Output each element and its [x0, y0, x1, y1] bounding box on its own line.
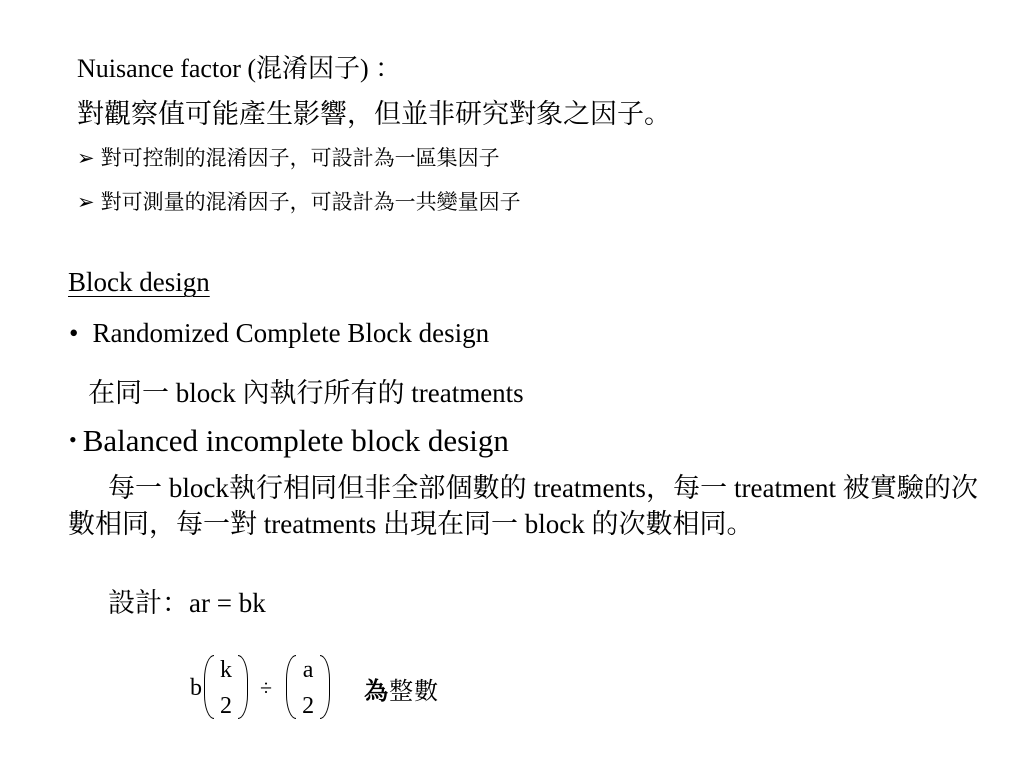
- integer-note-rest: 整數: [389, 678, 440, 705]
- bullet-text: 對可測量的混淆因子，可設計為一共變量因子: [100, 190, 521, 214]
- nuisance-factor-definition: 對觀察值可能產生影響，但並非研究對象之因子。: [77, 99, 671, 129]
- bibd-label: Balanced incomplete block design: [82, 423, 509, 458]
- bibd-description: 每一 block執行相同但非全部個數的 treatments，每一 treatment 被實驗的次數相同，每一對 treatments 出現在同一 block 的次數相同。: [68, 473, 978, 539]
- nuisance-factor-title: Nuisance factor (混淆因子) ：: [77, 54, 402, 83]
- bibd-item: [69, 425, 509, 456]
- bullet-text: 對可控制的混淆因子，可設計為一區集因子: [100, 146, 500, 170]
- rcbd-item: [69, 320, 489, 347]
- design-equation: 設計：ar = bk: [108, 588, 266, 618]
- rcbd-description: 在同一 block 內執行所有的 treatments: [88, 378, 524, 408]
- rcbd-label: Randomized Complete Block design: [92, 318, 490, 348]
- right-paren-icon: [320, 655, 330, 719]
- binomial-a-choose-2: [286, 655, 330, 721]
- binomial-bottom: 2: [220, 693, 232, 719]
- measurable-factor-bullet: [77, 192, 521, 213]
- integer-note-bold: 為: [364, 678, 390, 705]
- binomial-top: a: [302, 657, 314, 683]
- binomial-formula: [190, 655, 439, 721]
- arrow-bullet-icon: ➢: [77, 190, 95, 214]
- right-paren-icon: [238, 655, 248, 719]
- formula-coefficient: b: [190, 674, 202, 701]
- bullet-dot-icon: •: [69, 318, 79, 348]
- left-paren-icon: [286, 655, 296, 719]
- integer-note: [364, 671, 439, 706]
- bullet-dot-icon: •: [69, 427, 77, 452]
- binomial-k-choose-2: [204, 655, 248, 721]
- binomial-top: k: [220, 657, 232, 683]
- arrow-bullet-icon: ➢: [77, 146, 95, 170]
- binomial-bottom: 2: [302, 693, 315, 719]
- division-sign: ÷: [260, 675, 273, 700]
- controllable-factor-bullet: [77, 148, 500, 169]
- block-design-heading: Block design: [68, 267, 210, 297]
- left-paren-icon: [204, 655, 214, 719]
